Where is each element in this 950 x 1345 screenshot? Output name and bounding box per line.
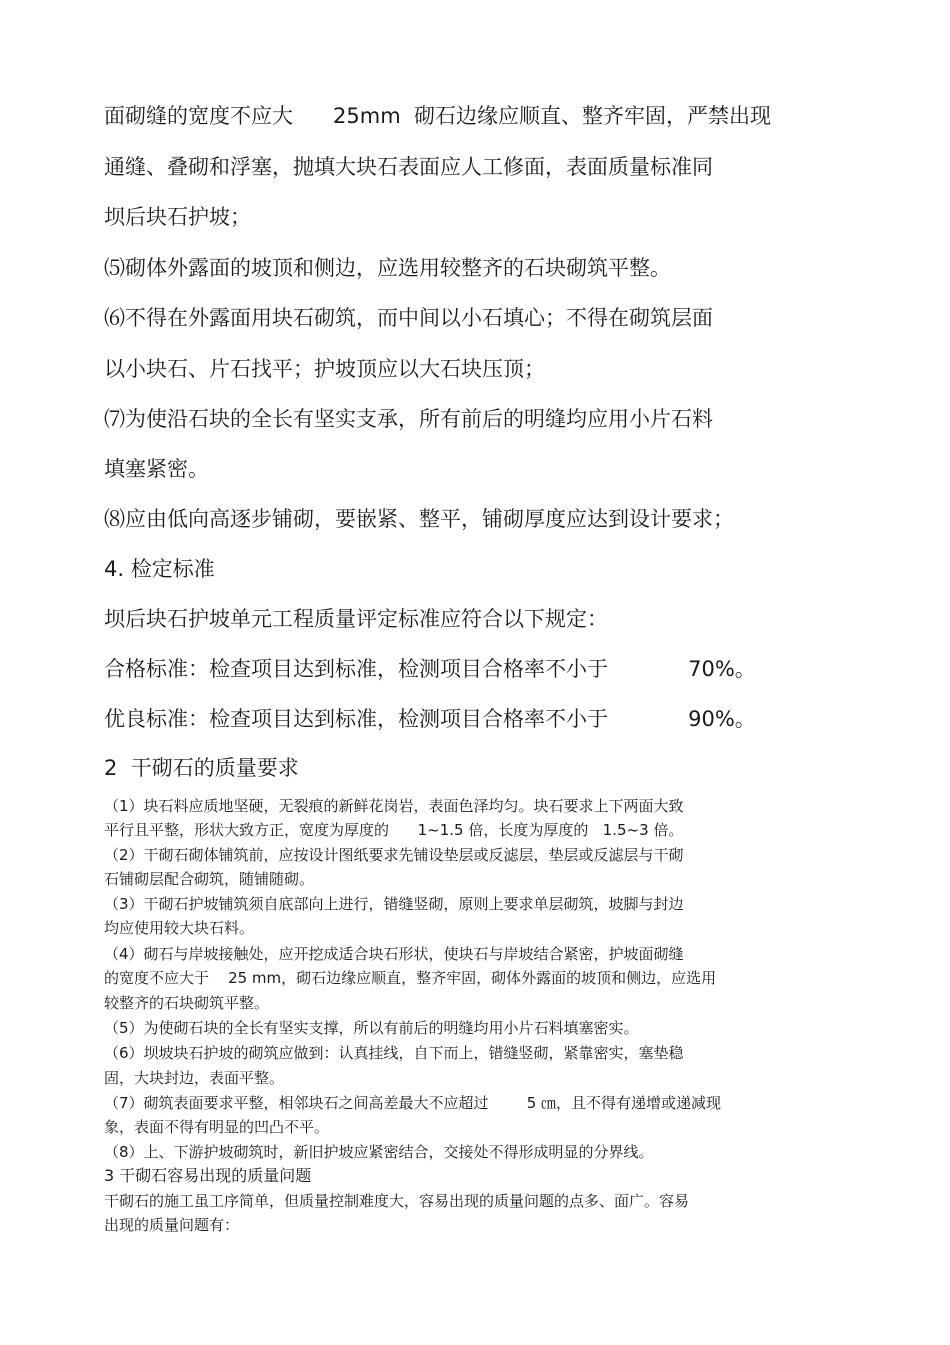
body-line: 以小块石、片石找平；护坡顶应以大石块压顶； <box>104 357 545 381</box>
requirement-line: （7）砌筑表面要求平整，相邻块石之间高差最大不应超过 5 ㎝，且不得有递增或递减现 <box>104 1094 722 1112</box>
standard-pass: 合格标准：检查项目达到标准，检测项目合格率不小于 70%。 <box>104 657 756 681</box>
requirement-line: 平行且平整，形状大致方正，宽度为厚度的 1~1.5 倍，长度为厚度的 1.5~3 倍。 <box>104 821 684 839</box>
requirement-line: （6）坝坡块石护坡的砌筑应做到：认真挂线，自下而上，错缝竖砌，紧靠密实，塞垫稳 <box>104 1044 684 1062</box>
requirement-line: （4）砌石与岸坡接触处，应开挖成适合块石形状，使块石与岸坡结合紧密，护坡面砌缝 <box>104 945 684 963</box>
body-line: ⑺为使沿石块的全长有坚实支承，所有前后的明缝均应用小片石料 <box>104 407 713 431</box>
requirement-line: 均应使用较大块石料。 <box>104 919 255 937</box>
requirement-line: （5）为使砌石块的全长有坚实支撑，所以有前后的明缝均用小片石料填塞密实。 <box>104 1019 639 1037</box>
requirement-line: 固，大块封边，表面平整。 <box>104 1069 285 1087</box>
requirement-line: 的宽度不应大于 25 mm，砌石边缘应顺直，整齐牢固，砌体外露面的坡顶和侧边，应选用 <box>104 969 717 987</box>
section-3-text: 干砌石的施工虽工序简单，但质量控制难度大，容易出现的质量问题的点多、面广。容易 <box>104 1192 690 1210</box>
requirement-line: （2）干砌石砌体铺筑前，应按设计图纸要求先铺设垫层或反滤层，垫层或反滤层与干砌 <box>104 846 684 864</box>
requirement-line: 较整齐的石块砌筑平整。 <box>104 994 270 1012</box>
section-4-intro: 坝后块石护坡单元工程质量评定标准应符合以下规定： <box>104 607 608 631</box>
body-line: 面砌缝的宽度不应大 25mm 砌石边缘应顺直、整齐牢固，严禁出现 <box>104 104 772 128</box>
body-line: ⑸砌体外露面的坡顶和侧边，应选用较整齐的石块砌筑平整。 <box>104 256 671 280</box>
section-2-title: 2 干砌石的质量要求 <box>104 756 299 780</box>
requirement-line: （3）干砌石护坡铺筑须自底部向上进行，错缝竖砌，原则上要求单层砌筑，坡脚与封边 <box>104 895 684 913</box>
section-4-title: 4. 检定标准 <box>104 557 215 581</box>
body-line: ⑻应由低向高逐步铺砌，要嵌紧、整平，铺砌厚度应达到设计要求； <box>104 507 734 531</box>
body-line: 填塞紧密。 <box>104 457 209 481</box>
body-line: 坝后块石护坡； <box>104 205 251 229</box>
section-3-text: 出现的质量问题有： <box>104 1216 240 1234</box>
section-3-title: 3 干砌石容易出现的质量问题 <box>104 1166 312 1185</box>
requirement-line: （1）块石料应质地坚硬，无裂痕的新鲜花岗岩，表面色泽均匀。块石要求上下两面大致 <box>104 797 684 815</box>
requirement-line: 石铺砌层配合砌筑，随铺随砌。 <box>104 870 315 888</box>
body-line: ⑹不得在外露面用块石砌筑，而中间以小石填心；不得在砌筑层面 <box>104 306 713 330</box>
body-line: 通缝、叠砌和浮塞，抛填大块石表面应人工修面，表面质量标准同 <box>104 155 713 179</box>
requirement-line: （8）上、下游护坡砌筑时，新旧护坡应紧密结合，交接处不得形成明显的分界线。 <box>104 1143 654 1161</box>
standard-excellent: 优良标准：检查项目达到标准，检测项目合格率不小于 90%。 <box>104 707 756 731</box>
requirement-line: 象，表面不得有明显的凹凸不平。 <box>104 1118 330 1136</box>
